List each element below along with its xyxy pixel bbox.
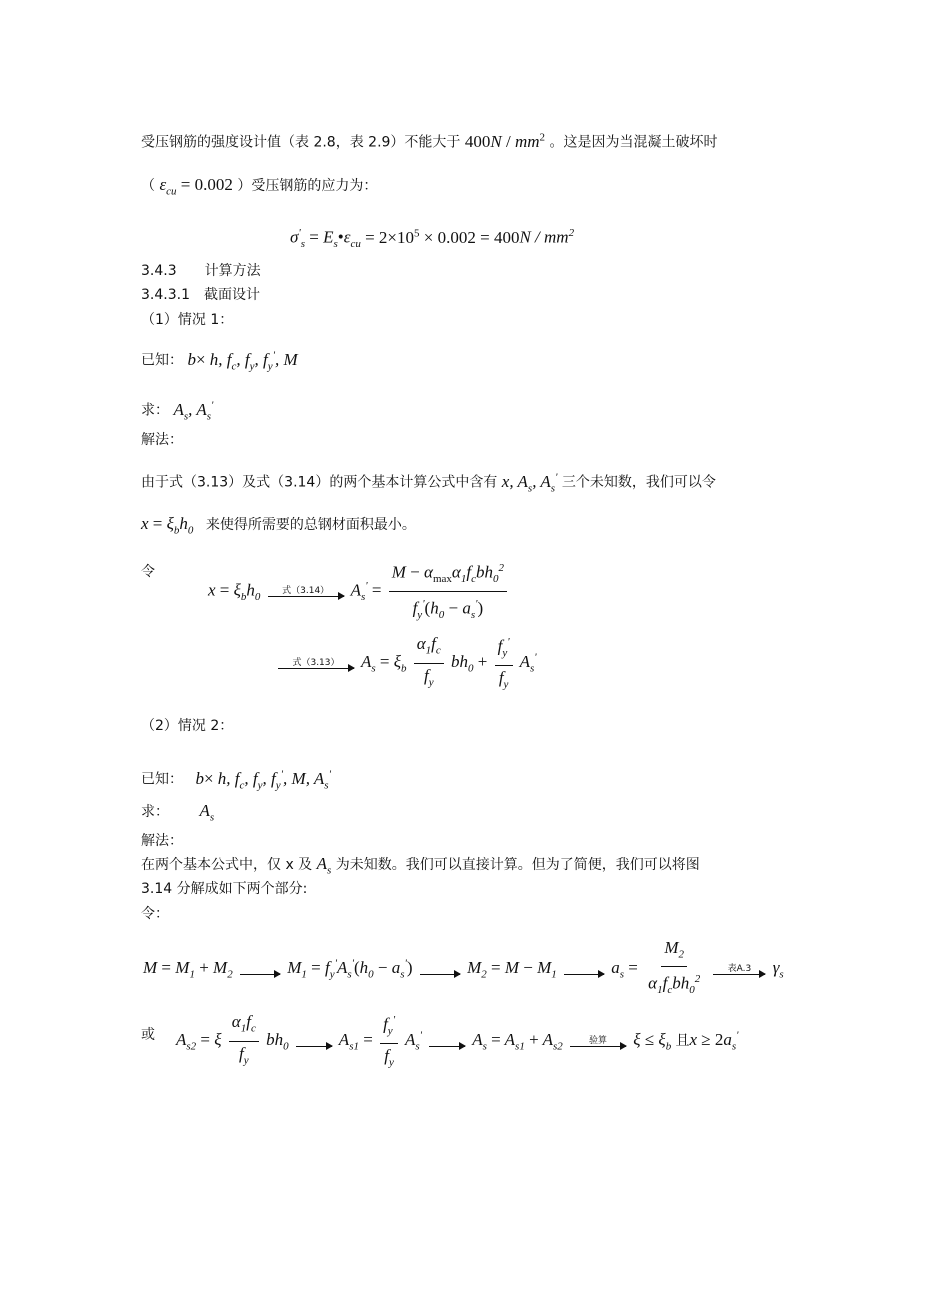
formula-400: $400N / mm^2$ [464, 131, 546, 151]
para-strain [141, 176, 377, 200]
section-heading-343: 3.4.3 计算方法 [141, 263, 261, 279]
case2-method: 解法： [141, 833, 183, 849]
arrow-3 [564, 964, 604, 975]
arrow-eq-313-label: 式（3.13） [292, 657, 340, 668]
para-minimize [141, 515, 416, 539]
case2-find-label: 求： [141, 804, 169, 820]
case2-known-label: 已知： [141, 771, 183, 788]
formula-epsilon-cu: $\varepsilon_{cu} = 0.002$ [159, 175, 233, 198]
arrow-table-a3-label: 表A.3 [727, 963, 752, 974]
section-heading-3431: 3.4.3.1 截面设计 [141, 287, 260, 303]
case1-heading: （1）情况 1： [141, 312, 234, 328]
arrow-5 [429, 1036, 465, 1047]
fraction-alpha-s: $\frac{M_2}{\alpha_1f_cbh_0^2}$ [648, 938, 701, 997]
arrow-eq-314-line [268, 596, 344, 597]
para-strain-text: ）受压钢筋的应力为： [237, 178, 378, 194]
para-decompose-2: 3.14 分解成如下两个部分: [141, 881, 308, 897]
para-strength-limit-text-a: 受压钢筋的强度设计值（表 2.8，表 2.9）不能大于 [141, 134, 461, 151]
case1-find [141, 396, 213, 425]
para-unknowns-text-b: 三个未知数，我们可以令 [561, 474, 716, 491]
formula-moment-chain: $M = M_1 + M_2$ $M_1 = f_y'A_s'(h_0 - a_s')$ $M_2 = M - M_1$ $a_s$ = $\frac{M_2}{\alpha_1f_cbh_0^2}$ 表A.3 $\gamma_s$ [143, 938, 784, 1000]
case2-find [141, 802, 214, 826]
or-label: 或 [141, 1027, 155, 1043]
arrow-eq-314 [268, 586, 344, 597]
case2-known [141, 765, 331, 794]
para-strength-limit-text-b: 。这是因为当混凝土破坏时 [549, 134, 718, 151]
let1-label: 令 [141, 564, 155, 580]
para-strain-open: （ [141, 178, 155, 194]
formula-x-xi-b-h0: $x = \xi_bh_0$ [141, 514, 194, 537]
para-decompose-text-b: 为未知数。我们可以直接计算。但为了简便，我们可以将图 [335, 857, 700, 873]
case2-heading: （2）情况 2： [141, 718, 234, 734]
case1-known [141, 346, 298, 375]
para-unknowns [141, 468, 716, 497]
fraction-alpha-fc-fy: $\frac{\alpha_1f_c}{f_y}$ [414, 634, 444, 692]
arrow-eq-313 [278, 658, 354, 669]
formula-unknowns: x, $A_s$, $A_s'$ [501, 471, 558, 495]
para-minimize-text: 来使得所需要的总钢材面积最小。 [205, 517, 416, 533]
para-decompose [141, 855, 700, 879]
fraction-fy-prime-fy: $\frac{f_y'}{f_y}$ [495, 632, 513, 694]
arrow-eq-314-label: 式（3.14） [282, 586, 330, 597]
let2-label: 令： [141, 906, 169, 922]
case2-known-formula: b× h, $f_c$, $f_y$, $f_y'$, M, $A_s'$ [195, 768, 331, 792]
case1-known-label: 已知： [141, 352, 183, 369]
para-unknowns-text-a: 由于式（3.13）及式（3.14）的两个基本计算公式中含有 [141, 474, 498, 491]
para-decompose-text-a: 在两个基本公式中，仅 x 及 [141, 857, 313, 873]
arrow-1 [240, 964, 280, 975]
fraction-as-prime: $\frac{M - \alpha_{max}\alpha_1f_cbh_0^2}{f_y'(h_0 - a_s')}$ [389, 558, 507, 625]
formula-as2-chain: $A_{s2} = \xi$ $\frac{\alpha_1f_c}{f_y}$ $bh_0$ $A_{s1}$ = $\frac{f_y'}{f_y}$ $A_s'$ $A_s = A_{s1} + A_{s2}$ 验算 $\xi \le \xi_b$ 且$x \ge 2a_s'$ [176, 1010, 738, 1072]
case2-find-formula: $A_s$ [199, 801, 215, 824]
formula-sigma-s: $\sigma'_s$ = $E_s•\varepsilon_{cu} = 2\times 10^5 \times 0.002 = 400N / mm^2$ [290, 227, 575, 251]
case1-method: 解法： [141, 432, 183, 448]
case1-find-formula: $A_s$, $A_s'$ [173, 399, 214, 423]
fraction-fy-prime-fy-2: $\frac{f_y'}{f_y}$ [380, 1010, 398, 1072]
and-label: 且 [675, 1033, 690, 1050]
fraction-alpha-fc-fy-2: $\frac{\alpha_1f_c}{f_y}$ [229, 1012, 259, 1070]
case1-known-formula: b× h, $f_c$, $f_y$, $f_y'$, M [187, 349, 298, 373]
arrow-4 [296, 1036, 332, 1047]
para-strength-limit [141, 128, 717, 152]
arrow-eq-313-line [278, 668, 354, 669]
formula-as-prime: $x = \xi_bh_0$ 式（3.14） $A_s'$ = $\frac{M - \alpha_{max}\alpha_1f_cbh_0^2}{f_y'(h_0 - a_s')}$ [208, 558, 510, 625]
arrow-check-label: 验算 [589, 1035, 608, 1046]
arrow-table-a3 [713, 964, 765, 975]
arrow-check [570, 1036, 626, 1047]
formula-as-inline: $A_s$ [316, 854, 332, 877]
formula-as: 式（3.13） $A_s = \xi_b$ $\frac{\alpha_1f_c}{f_y}$ $bh_0$ + $\frac{f_y'}{f_y}$ $A_s'$ [275, 632, 537, 694]
case1-find-label: 求： [141, 402, 169, 419]
arrow-2 [420, 964, 460, 975]
